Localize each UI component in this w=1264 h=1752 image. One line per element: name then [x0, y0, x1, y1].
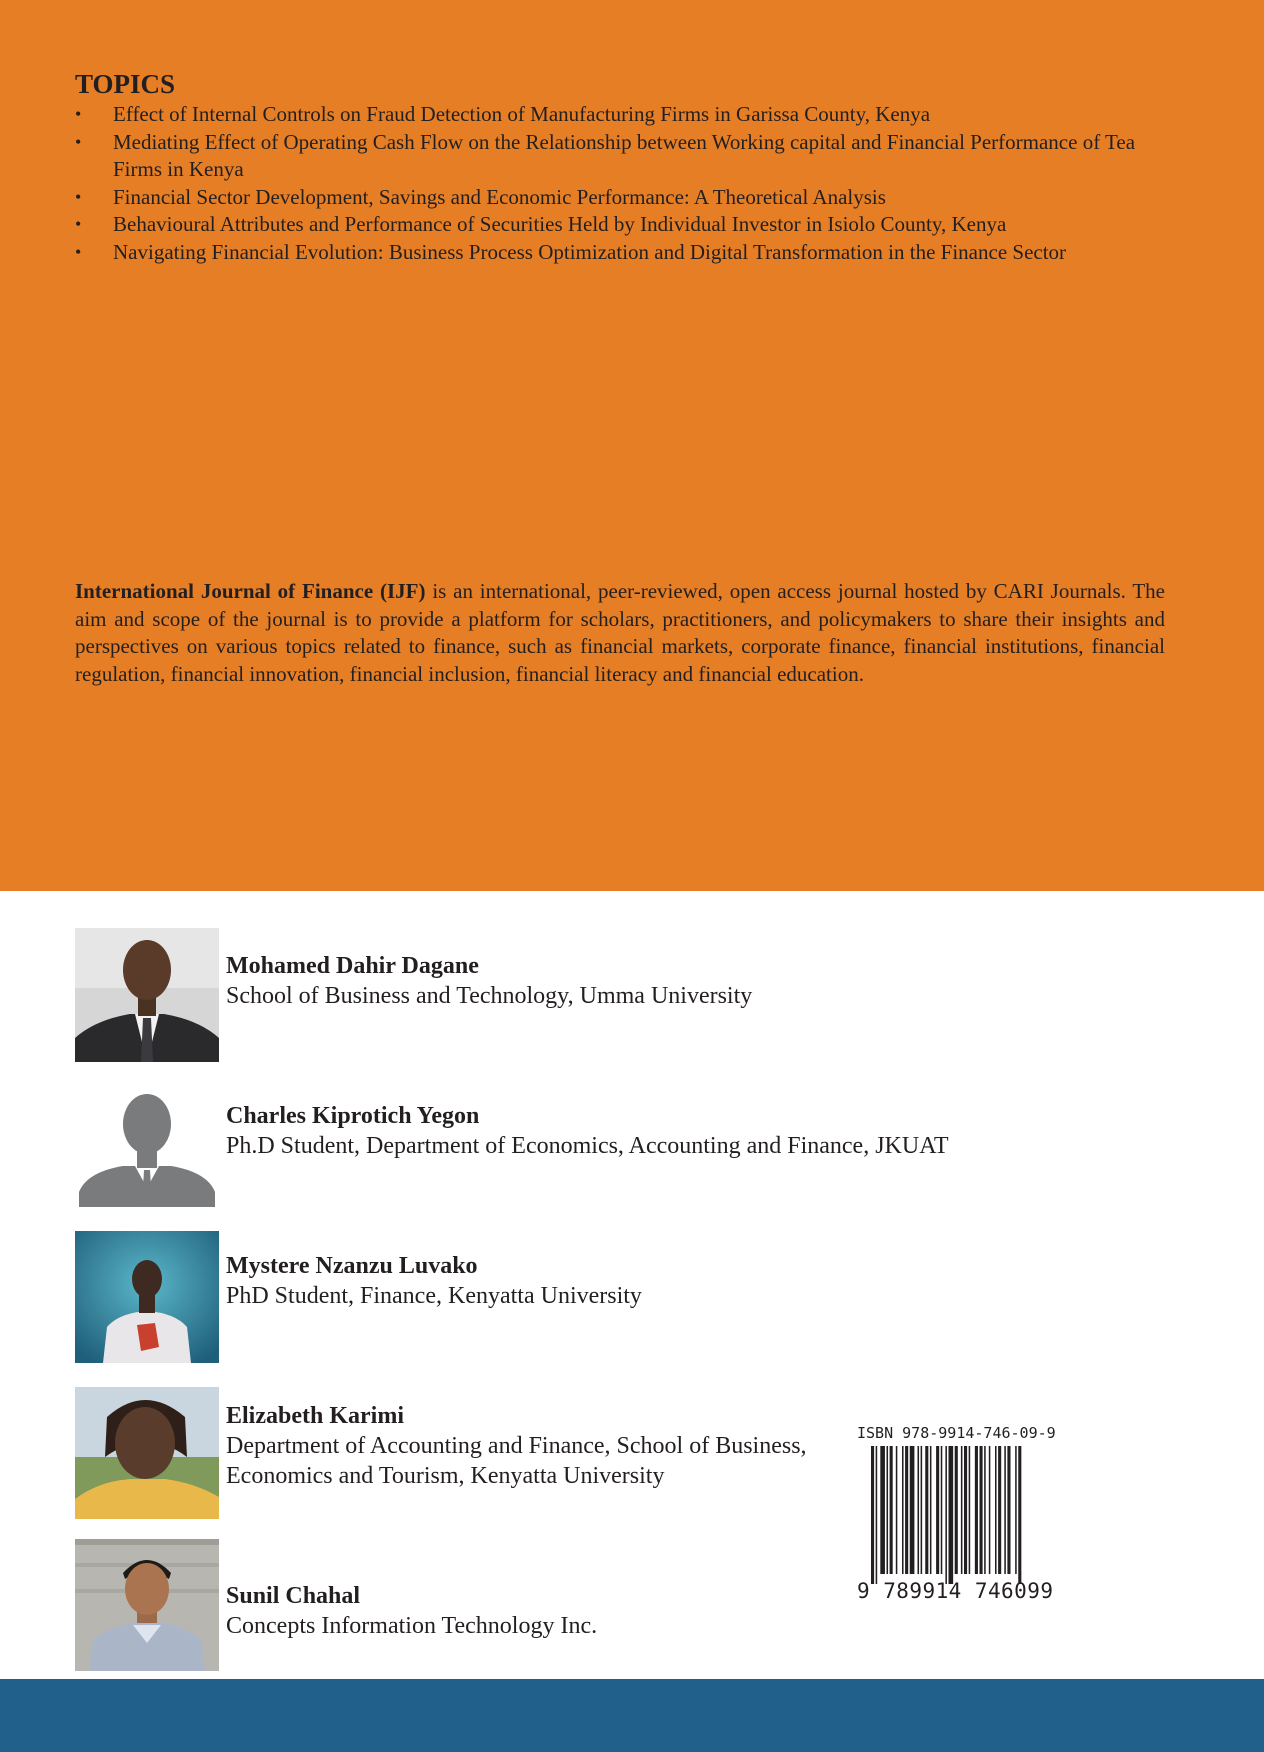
- barcode-bar: [969, 1446, 971, 1574]
- barcode-bar: [1004, 1446, 1006, 1574]
- barcode-bar: [930, 1446, 932, 1574]
- topic-item: • Navigating Financial Evolution: Business Process Optimization and Digital Transformation in the Finance Sector: [75, 239, 1167, 267]
- isbn-digits: 9 789914 746099: [857, 1579, 1053, 1603]
- barcode-bar: [902, 1446, 904, 1574]
- barcode-bar: [998, 1446, 1001, 1574]
- barcode-bar: [955, 1446, 958, 1574]
- barcode-bar: [964, 1446, 967, 1574]
- barcode-bar: [880, 1446, 885, 1574]
- barcode-bar: [921, 1446, 923, 1574]
- author-affiliation: PhD Student, Finance, Kenyatta University: [226, 1283, 642, 1309]
- barcode-bar: [1018, 1446, 1021, 1584]
- barcode-bar: [945, 1446, 947, 1584]
- barcode-bar: [918, 1446, 920, 1574]
- barcode-bar: [925, 1446, 928, 1574]
- barcode-bar: [984, 1446, 986, 1574]
- isbn-label: ISBN 978-9914-746-09-9: [857, 1424, 1056, 1442]
- topic-item: • Mediating Effect of Operating Cash Flow on the Relationship between Working capital and Financial Performance of Tea Firms in Kenya: [75, 129, 1167, 184]
- journal-name: International Journal of Finance (IJF): [75, 579, 426, 603]
- isbn-barcode: [855, 1420, 1075, 1610]
- author-photo-elizabeth-karimi: [75, 1387, 219, 1519]
- author-affiliation: School of Business and Technology, Umma University: [226, 983, 753, 1009]
- barcode-bar: [949, 1446, 954, 1584]
- author-photo-mystere-luvako: [75, 1231, 219, 1363]
- barcode-bar: [890, 1446, 893, 1574]
- barcode-bar: [876, 1446, 878, 1584]
- author-name: Mystere Nzanzu Luvako: [226, 1253, 478, 1279]
- journal-description: [75, 578, 1165, 689]
- barcode-bar: [980, 1446, 983, 1574]
- barcode-bar: [961, 1446, 963, 1574]
- author-affiliation: Department of Accounting and Finance, School of Business, Economics and Tourism, Kenyatta University: [226, 1433, 807, 1489]
- barcode-bar: [1015, 1446, 1017, 1574]
- barcode-bar: [905, 1446, 908, 1574]
- footer-band: [0, 1679, 1264, 1752]
- author-name: Charles Kiprotich Yegon: [226, 1103, 480, 1129]
- barcode-bar: [1007, 1446, 1010, 1574]
- topics-list: [75, 101, 1167, 266]
- barcode-bar: [887, 1446, 889, 1574]
- author-affiliation: Ph.D Student, Department of Economics, Accounting and Finance, JKUAT: [226, 1133, 949, 1159]
- topic-item: • Effect of Internal Controls on Fraud Detection of Manufacturing Firms in Garissa County, Kenya: [75, 101, 1167, 129]
- topics-heading: TOPICS: [75, 69, 176, 99]
- topic-item: • Behavioural Attributes and Performance of Securities Held by Individual Investor in Isiolo County, Kenya: [75, 211, 1167, 239]
- author-photo-mohamed-dagane: [75, 928, 219, 1062]
- topic-item: • Financial Sector Development, Savings and Economic Performance: A Theoretical Analysis: [75, 184, 1167, 212]
- barcode-bar: [975, 1446, 978, 1574]
- author-name: Sunil Chahal: [226, 1583, 361, 1609]
- barcode-bar: [871, 1446, 874, 1584]
- barcode-bar: [910, 1446, 915, 1574]
- author-photo-sunil-chahal: [75, 1539, 219, 1671]
- barcode-bar: [936, 1446, 939, 1574]
- barcode-bar: [995, 1446, 997, 1574]
- journal-description-text: is an international, peer-reviewed, open access journal hosted by CARI Journals. The aim and scope of the journal is to provide a platform for scholars, practitioners, and policymakers to share their insights and perspectives on various topics related to finance, such as financial markets, corporate finance, financial institutions, financial regulation, financial innovation, financial inclusion, financial literacy and financial education.: [75, 579, 1165, 687]
- author-name: Elizabeth Karimi: [226, 1403, 404, 1429]
- barcode-bar: [989, 1446, 991, 1574]
- author-silhouette-icon: [75, 1088, 219, 1207]
- barcode-bar: [941, 1446, 943, 1574]
- author-affiliation: Concepts Information Technology Inc.: [226, 1613, 598, 1639]
- author-name: Mohamed Dahir Dagane: [226, 953, 479, 979]
- barcode-bar: [896, 1446, 898, 1574]
